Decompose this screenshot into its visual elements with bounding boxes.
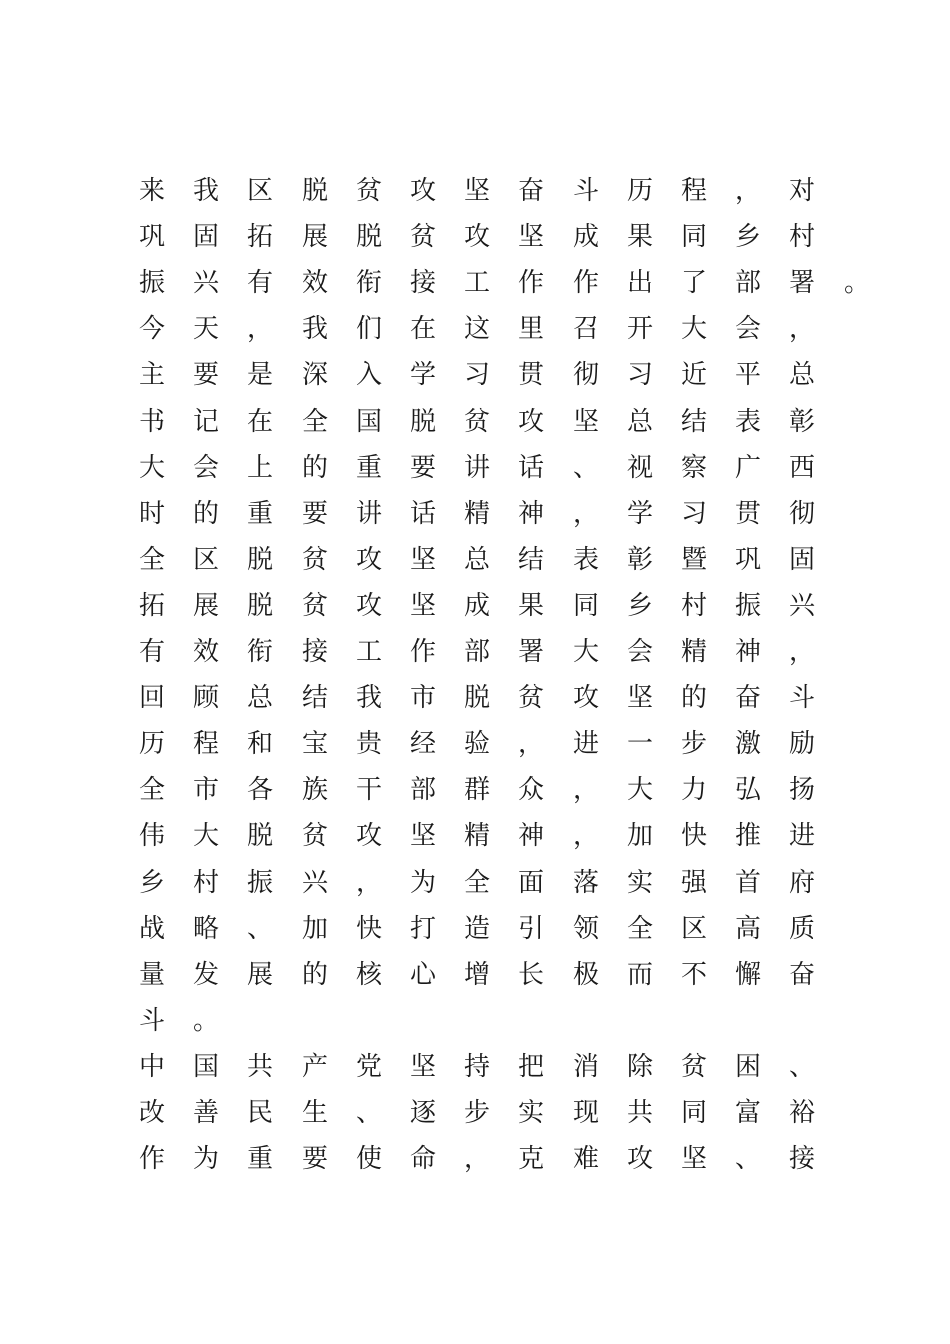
text-line — [137, 729, 897, 775]
text-char: 召 — [572, 314, 599, 344]
text-char: 果 — [626, 222, 653, 252]
text-char: 脱 — [246, 821, 273, 851]
text-char: 宝 — [301, 729, 328, 759]
text-char: 市 — [409, 683, 436, 713]
text-char: 贫 — [517, 683, 544, 713]
text-char: 斗 — [788, 683, 815, 713]
text-char: 们 — [355, 314, 382, 344]
text-char: 程 — [192, 729, 219, 759]
text-char: 工 — [355, 637, 382, 667]
text-char: 弘 — [734, 775, 761, 805]
text-char: 会 — [626, 637, 653, 667]
text-char: 全 — [301, 407, 328, 437]
text-char: 脱 — [463, 683, 490, 713]
text-char: 成 — [463, 591, 490, 621]
text-char: 重 — [246, 1144, 273, 1174]
text-char: 克 — [517, 1144, 544, 1174]
text-line — [137, 821, 897, 867]
text-char: 展 — [246, 960, 273, 990]
text-char: 造 — [463, 914, 490, 944]
text-line — [137, 499, 897, 545]
text-char: 快 — [680, 821, 707, 851]
text-char: 攻 — [626, 1144, 653, 1174]
text-char: 入 — [355, 360, 382, 390]
text-char: ， — [246, 314, 273, 344]
text-char: 结 — [517, 545, 544, 575]
text-char: 同 — [680, 1098, 707, 1128]
text-char: 神 — [517, 499, 544, 529]
text-char: 奋 — [788, 960, 815, 990]
text-char: 坚 — [409, 545, 436, 575]
text-char: 讲 — [463, 453, 490, 483]
text-char: 衔 — [355, 268, 382, 298]
text-char: 困 — [734, 1052, 761, 1082]
text-char: 加 — [626, 821, 653, 851]
text-char: 在 — [409, 314, 436, 344]
text-char: 彰 — [788, 407, 815, 437]
text-char: 力 — [680, 775, 707, 805]
text-char: 攻 — [463, 222, 490, 252]
text-char: 贫 — [355, 176, 382, 206]
text-char: 我 — [355, 683, 382, 713]
text-char: 为 — [409, 868, 436, 898]
text-char: 兴 — [788, 591, 815, 621]
text-char: 难 — [572, 1144, 599, 1174]
text-char: 坚 — [463, 176, 490, 206]
text-char: 重 — [246, 499, 273, 529]
text-char: 质 — [788, 914, 815, 944]
text-char: 坚 — [409, 591, 436, 621]
text-char: 共 — [626, 1098, 653, 1128]
text-char: 、 — [788, 1052, 815, 1082]
text-char: 乡 — [734, 222, 761, 252]
text-char: 巩 — [734, 545, 761, 575]
text-char: 长 — [517, 960, 544, 990]
text-char: 。 — [192, 1006, 219, 1036]
text-char: 表 — [572, 545, 599, 575]
text-char: 产 — [301, 1052, 328, 1082]
text-char: 结 — [301, 683, 328, 713]
text-char: 部 — [463, 637, 490, 667]
text-char: 量 — [138, 960, 165, 990]
text-char: 贫 — [301, 545, 328, 575]
text-char: 大 — [680, 314, 707, 344]
text-char: 学 — [409, 360, 436, 390]
text-char: 经 — [409, 729, 436, 759]
text-char: 进 — [788, 821, 815, 851]
text-char: ， — [788, 637, 815, 667]
text-char: 村 — [192, 868, 219, 898]
text-char: 逐 — [409, 1098, 436, 1128]
text-char: 精 — [463, 821, 490, 851]
text-char: 有 — [246, 268, 273, 298]
text-char: 主 — [138, 360, 165, 390]
text-char: 族 — [301, 775, 328, 805]
text-char: 平 — [734, 360, 761, 390]
text-char: ， — [734, 176, 761, 206]
text-char: 、 — [246, 914, 273, 944]
text-char: 中 — [138, 1052, 165, 1082]
text-char: 近 — [680, 360, 707, 390]
text-char: 果 — [517, 591, 544, 621]
text-char: 察 — [680, 453, 707, 483]
text-char: 和 — [246, 729, 273, 759]
text-char: 回 — [138, 683, 165, 713]
text-char: 坚 — [409, 1052, 436, 1082]
text-char: 我 — [301, 314, 328, 344]
text-line — [137, 960, 897, 1006]
text-char: 民 — [246, 1098, 273, 1128]
text-char: 视 — [626, 453, 653, 483]
text-char: 全 — [626, 914, 653, 944]
text-char: 脱 — [301, 176, 328, 206]
text-char: 讲 — [355, 499, 382, 529]
text-char: 、 — [572, 453, 599, 483]
text-char: 把 — [517, 1052, 544, 1082]
text-char: 各 — [246, 775, 273, 805]
text-char: 表 — [734, 407, 761, 437]
text-char: 略 — [192, 914, 219, 944]
text-char: 展 — [192, 591, 219, 621]
text-char: 脱 — [355, 222, 382, 252]
text-char: 精 — [463, 499, 490, 529]
text-line — [137, 1098, 897, 1144]
text-char: ， — [355, 868, 382, 898]
text-char: 坚 — [626, 683, 653, 713]
text-char: ， — [572, 499, 599, 529]
text-char: 府 — [788, 868, 815, 898]
text-char: 习 — [463, 360, 490, 390]
text-char: 打 — [409, 914, 436, 944]
text-char: 国 — [355, 407, 382, 437]
text-line — [137, 914, 897, 960]
text-char: 步 — [680, 729, 707, 759]
text-char: 总 — [626, 407, 653, 437]
text-char: 村 — [680, 591, 707, 621]
text-char: 作 — [572, 268, 599, 298]
text-char: 战 — [138, 914, 165, 944]
text-char: 发 — [192, 960, 219, 990]
text-char: 总 — [246, 683, 273, 713]
text-char: 村 — [788, 222, 815, 252]
text-char: 区 — [192, 545, 219, 575]
text-char: 效 — [301, 268, 328, 298]
text-char: 坚 — [572, 407, 599, 437]
text-char: 的 — [301, 453, 328, 483]
text-char: 全 — [138, 545, 165, 575]
text-char: 实 — [626, 868, 653, 898]
text-char: 心 — [409, 960, 436, 990]
text-char: 我 — [192, 176, 219, 206]
text-char: ， — [572, 821, 599, 851]
text-char: 强 — [680, 868, 707, 898]
text-char: 而 — [626, 960, 653, 990]
text-char: 历 — [626, 176, 653, 206]
text-char: 励 — [788, 729, 815, 759]
text-char: 、 — [355, 1098, 382, 1128]
text-char: 共 — [246, 1052, 273, 1082]
text-char: 今 — [138, 314, 165, 344]
text-char: 展 — [301, 222, 328, 252]
text-char: 历 — [138, 729, 165, 759]
text-char: 衔 — [246, 637, 273, 667]
text-line — [137, 1006, 897, 1052]
text-char: 斗 — [138, 1006, 165, 1036]
text-char: 脱 — [409, 407, 436, 437]
text-char: 。 — [843, 268, 870, 298]
text-char: 扬 — [788, 775, 815, 805]
text-char: 记 — [192, 407, 219, 437]
text-char: 消 — [572, 1052, 599, 1082]
text-char: 里 — [517, 314, 544, 344]
text-char: 兴 — [301, 868, 328, 898]
text-char: 伟 — [138, 821, 165, 851]
text-char: 总 — [788, 360, 815, 390]
text-char: 话 — [517, 453, 544, 483]
text-char: 坚 — [680, 1144, 707, 1174]
text-char: 全 — [463, 868, 490, 898]
text-char: 成 — [572, 222, 599, 252]
text-char: 引 — [517, 914, 544, 944]
text-char: 作 — [517, 268, 544, 298]
text-char: 奋 — [517, 176, 544, 206]
text-char: 这 — [463, 314, 490, 344]
text-char: 暨 — [680, 545, 707, 575]
text-char: 区 — [246, 176, 273, 206]
text-line — [137, 1144, 897, 1190]
text-char: 彻 — [572, 360, 599, 390]
text-char: 结 — [680, 407, 707, 437]
text-char: 生 — [301, 1098, 328, 1128]
text-char: 上 — [246, 453, 273, 483]
text-char: 贫 — [680, 1052, 707, 1082]
text-char: 总 — [463, 545, 490, 575]
text-char: 一 — [626, 729, 653, 759]
text-char: 重 — [355, 453, 382, 483]
text-char: 要 — [192, 360, 219, 390]
text-char: 开 — [626, 314, 653, 344]
text-char: 加 — [301, 914, 328, 944]
text-char: 顾 — [192, 683, 219, 713]
text-char: 贯 — [734, 499, 761, 529]
text-char: 彰 — [626, 545, 653, 575]
text-char: 善 — [192, 1098, 219, 1128]
text-char: 接 — [788, 1144, 815, 1174]
text-char: 彻 — [788, 499, 815, 529]
text-char: 命 — [409, 1144, 436, 1174]
text-char: 的 — [301, 960, 328, 990]
text-char: 贵 — [355, 729, 382, 759]
text-char: 乡 — [626, 591, 653, 621]
text-char: 面 — [517, 868, 544, 898]
text-char: 固 — [788, 545, 815, 575]
text-char: 步 — [463, 1098, 490, 1128]
text-char: 作 — [409, 637, 436, 667]
text-char: 斗 — [572, 176, 599, 206]
text-char: 振 — [734, 591, 761, 621]
text-char: 增 — [463, 960, 490, 990]
text-char: 西 — [788, 453, 815, 483]
text-char: 署 — [788, 268, 815, 298]
text-char: 贫 — [301, 821, 328, 851]
text-char: 话 — [409, 499, 436, 529]
text-char: 大 — [572, 637, 599, 667]
text-char: 精 — [680, 637, 707, 667]
text-char: 极 — [572, 960, 599, 990]
text-char: 广 — [734, 453, 761, 483]
text-char: 推 — [734, 821, 761, 851]
text-char: 攻 — [517, 407, 544, 437]
text-char: 改 — [138, 1098, 165, 1128]
text-char: 国 — [192, 1052, 219, 1082]
text-char: 习 — [680, 499, 707, 529]
text-char: 会 — [192, 453, 219, 483]
text-char: 攻 — [355, 545, 382, 575]
text-char: 实 — [517, 1098, 544, 1128]
text-char: 高 — [734, 914, 761, 944]
text-char: 持 — [463, 1052, 490, 1082]
text-char: 习 — [626, 360, 653, 390]
text-char: 学 — [626, 499, 653, 529]
text-char: 大 — [192, 821, 219, 851]
text-char: 固 — [192, 222, 219, 252]
text-char: 坚 — [517, 222, 544, 252]
text-char: 会 — [734, 314, 761, 344]
text-char: ， — [788, 314, 815, 344]
text-line — [137, 868, 897, 914]
text-char: 部 — [409, 775, 436, 805]
text-char: 天 — [192, 314, 219, 344]
text-char: 对 — [788, 176, 815, 206]
text-char: 裕 — [788, 1098, 815, 1128]
text-char: 程 — [680, 176, 707, 206]
text-char: 为 — [192, 1144, 219, 1174]
text-line — [137, 453, 897, 499]
text-char: 部 — [734, 268, 761, 298]
text-char: 要 — [301, 1144, 328, 1174]
text-char: 不 — [680, 960, 707, 990]
text-char: 同 — [680, 222, 707, 252]
text-char: 贫 — [301, 591, 328, 621]
text-char: 作 — [138, 1144, 165, 1174]
text-char: 现 — [572, 1098, 599, 1128]
text-char: 验 — [463, 729, 490, 759]
text-char: 富 — [734, 1098, 761, 1128]
text-char: 振 — [246, 868, 273, 898]
text-char: 书 — [138, 407, 165, 437]
text-char: 效 — [192, 637, 219, 667]
text-char: 神 — [734, 637, 761, 667]
text-char: 署 — [517, 637, 544, 667]
text-line — [137, 775, 897, 821]
text-line — [137, 360, 897, 406]
text-char: 接 — [409, 268, 436, 298]
text-char: 首 — [734, 868, 761, 898]
text-char: 接 — [301, 637, 328, 667]
text-char: 激 — [734, 729, 761, 759]
text-char: 有 — [138, 637, 165, 667]
text-char: 领 — [572, 914, 599, 944]
text-char: 众 — [517, 775, 544, 805]
text-char: 要 — [301, 499, 328, 529]
text-line — [137, 268, 897, 314]
text-char: 奋 — [734, 683, 761, 713]
text-char: 乡 — [138, 868, 165, 898]
text-line — [137, 407, 897, 453]
text-char: 攻 — [572, 683, 599, 713]
text-char: 干 — [355, 775, 382, 805]
text-char: 贫 — [409, 222, 436, 252]
text-char: 脱 — [246, 545, 273, 575]
text-char: 坚 — [409, 821, 436, 851]
text-char: 工 — [463, 268, 490, 298]
text-char: 脱 — [246, 591, 273, 621]
text-char: 振 — [138, 268, 165, 298]
text-line — [137, 1052, 897, 1098]
text-char: 神 — [517, 821, 544, 851]
text-line — [137, 176, 897, 222]
text-char: 来 — [138, 176, 165, 206]
text-char: 出 — [626, 268, 653, 298]
text-char: 核 — [355, 960, 382, 990]
text-char: 党 — [355, 1052, 382, 1082]
text-char: 深 — [301, 360, 328, 390]
text-char: 攻 — [355, 591, 382, 621]
text-char: 时 — [138, 499, 165, 529]
text-char: 同 — [572, 591, 599, 621]
text-char: 市 — [192, 775, 219, 805]
text-char: 懈 — [734, 960, 761, 990]
text-char: 区 — [680, 914, 707, 944]
text-char: 使 — [355, 1144, 382, 1174]
text-char: 贫 — [463, 407, 490, 437]
text-char: 落 — [572, 868, 599, 898]
text-char: 兴 — [192, 268, 219, 298]
text-char: ， — [517, 729, 544, 759]
text-char: 要 — [409, 453, 436, 483]
text-char: 进 — [572, 729, 599, 759]
text-char: ， — [463, 1144, 490, 1174]
text-char: 在 — [246, 407, 273, 437]
text-char: 拓 — [246, 222, 273, 252]
text-char: 全 — [138, 775, 165, 805]
text-line — [137, 314, 897, 360]
text-char: 拓 — [138, 591, 165, 621]
text-line — [137, 637, 897, 683]
text-line — [137, 222, 897, 268]
text-char: 群 — [463, 775, 490, 805]
text-char: 的 — [192, 499, 219, 529]
text-line — [137, 545, 897, 591]
text-char: 大 — [626, 775, 653, 805]
text-char: ， — [572, 775, 599, 805]
text-char: 大 — [138, 453, 165, 483]
text-char: 巩 — [138, 222, 165, 252]
text-char: 是 — [246, 360, 273, 390]
text-char: 了 — [680, 268, 707, 298]
text-char: 攻 — [409, 176, 436, 206]
text-char: 攻 — [355, 821, 382, 851]
text-char: 快 — [355, 914, 382, 944]
text-line — [137, 683, 897, 729]
text-line — [137, 591, 897, 637]
text-char: 的 — [680, 683, 707, 713]
text-char: 除 — [626, 1052, 653, 1082]
text-char: 贯 — [517, 360, 544, 390]
text-char: 、 — [734, 1144, 761, 1174]
